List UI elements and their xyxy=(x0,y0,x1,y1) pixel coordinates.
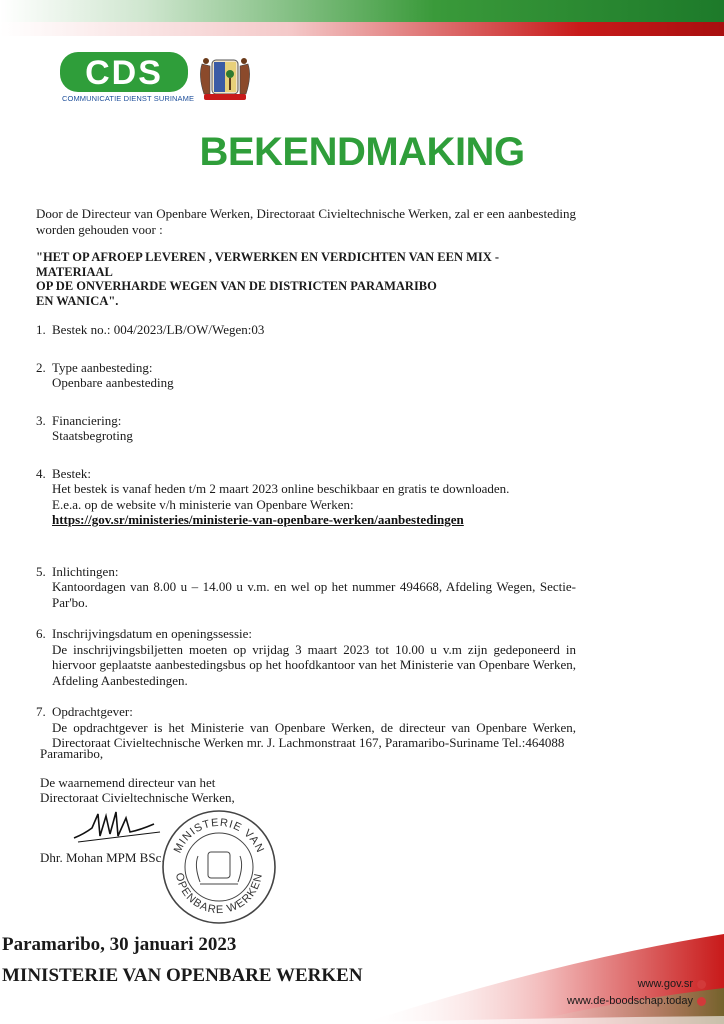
item-number: 5. xyxy=(36,563,46,579)
announcement-body xyxy=(36,206,576,751)
logo-caption: COMMUNICATIE DIENST SURINAME xyxy=(62,94,195,103)
item-text: De inschrijvingsbiljetten moeten op vrijdag 3 maart 2023 tot 10.00 u v.m zijn gedeponeerd in hiervoor geplaatste aanbestedingsbus op het hoofdkantoor van het Ministerie van Openbare Werken, Afdeling Aanbestedingen. xyxy=(52,641,576,688)
handwritten-signature-icon xyxy=(70,808,170,848)
top-banner xyxy=(0,0,724,36)
item-text-website: E.e.a. op de website v/h ministerie van Openbare Werken: xyxy=(52,496,354,512)
item-text: De opdrachtgever is het Ministerie van Openbare Werken, de directeur van Openbare Werken, Directoraat Civieltechnische Werken mr. J. Lachmonstraat 167, Paramaribo-Suriname Tel.:464088 xyxy=(52,719,576,750)
cds-logo-icon xyxy=(60,52,188,92)
item-text: Openbare aanbesteding xyxy=(52,375,174,390)
footer-date: Paramaribo, 30 januari 2023 xyxy=(2,934,237,955)
tender-details-list xyxy=(36,322,576,751)
list-item-type xyxy=(36,360,576,391)
boodschap-link[interactable]: www.de-boodschap.today xyxy=(567,995,693,1007)
list-item-information xyxy=(36,564,576,611)
item-label: Type aanbesteding: xyxy=(52,359,153,375)
item-number: 2. xyxy=(36,359,46,375)
item-label: Bestek: xyxy=(52,465,91,481)
list-item-submission xyxy=(36,626,576,688)
tender-subject xyxy=(36,250,576,308)
item-text: Het bestek is vanaf heden t/m 2 maart 2023 online beschikbaar en gratis te downloaden. xyxy=(52,481,510,496)
subject-line: EN WANICA". xyxy=(36,293,119,308)
page-title: BEKENDMAKING xyxy=(199,130,525,174)
footer-link-row xyxy=(567,976,706,993)
list-item-financing xyxy=(36,413,576,444)
item-number: 1. xyxy=(36,322,46,337)
gov-link[interactable]: www.gov.sr xyxy=(637,978,693,990)
item-label: Inschrijvingsdatum en openingssessie: xyxy=(52,626,253,641)
subject-line: "HET OP AFROEP LEVEREN , VERWERKEN EN VERDICHTEN VAN EEN MIX - MATERIAAL xyxy=(36,250,500,279)
item-label: Inlichtingen: xyxy=(52,563,119,579)
item-label: Opdrachtgever: xyxy=(52,704,133,719)
stamp-top-text: MINISTERIE VAN xyxy=(171,816,267,856)
tender-download-link[interactable]: https://gov.sr/ministeries/ministerie-van-openbare-werken/aanbestedingen xyxy=(52,512,464,527)
footer-link-row xyxy=(567,993,706,1010)
item-label: Bestek no.: 004/2023/LB/OW/Wegen:03 xyxy=(52,322,265,337)
suriname-coat-of-arms-icon xyxy=(192,52,258,104)
top-red-stripe xyxy=(0,22,724,36)
globe-icon xyxy=(697,980,706,989)
globe-icon xyxy=(697,997,706,1006)
item-text: Kantoordagen van 8.00 u – 14.00 u v.m. en wel op het nummer 494668, Afdeling Wegen, Sectie- Par'bo. xyxy=(52,579,576,610)
signatory-name: Dhr. Mohan MPM BSc. xyxy=(40,850,165,865)
cds-logo xyxy=(60,52,195,112)
item-number: 4. xyxy=(36,465,46,481)
footer-links xyxy=(567,976,706,1010)
item-label: Financiering: xyxy=(52,412,122,428)
list-item-bestek xyxy=(36,466,576,528)
list-item-client xyxy=(36,704,576,751)
logo-letters: CDS xyxy=(85,54,163,92)
item-text: Staatsbegroting xyxy=(52,428,133,443)
closing-place: Paramaribo, xyxy=(40,746,104,761)
intro-paragraph: Door de Directeur van Openbare Werken, Directoraat Civieltechnische Werken, zal er een aanbesteding worden gehouden voor : xyxy=(36,206,576,237)
closing-role-line: De waarnemend directeur van het xyxy=(40,775,216,790)
footer-ministry: MINISTERIE VAN OPENBARE WERKEN xyxy=(2,965,363,986)
item-number: 6. xyxy=(36,626,46,641)
top-green-stripe xyxy=(0,0,724,22)
item-number: 7. xyxy=(36,704,46,719)
list-item-bestek-no xyxy=(36,322,576,338)
closing-role-line: Directoraat Civieltechnische Werken, xyxy=(40,790,235,805)
ministry-stamp-icon xyxy=(160,808,278,926)
item-number: 3. xyxy=(36,412,46,428)
stamp-bottom-text: OPENBARE WERKEN xyxy=(172,871,266,917)
subject-line: OP DE ONVERHARDE WEGEN VAN DE DISTRICTEN PARAMARIBO xyxy=(36,279,437,293)
